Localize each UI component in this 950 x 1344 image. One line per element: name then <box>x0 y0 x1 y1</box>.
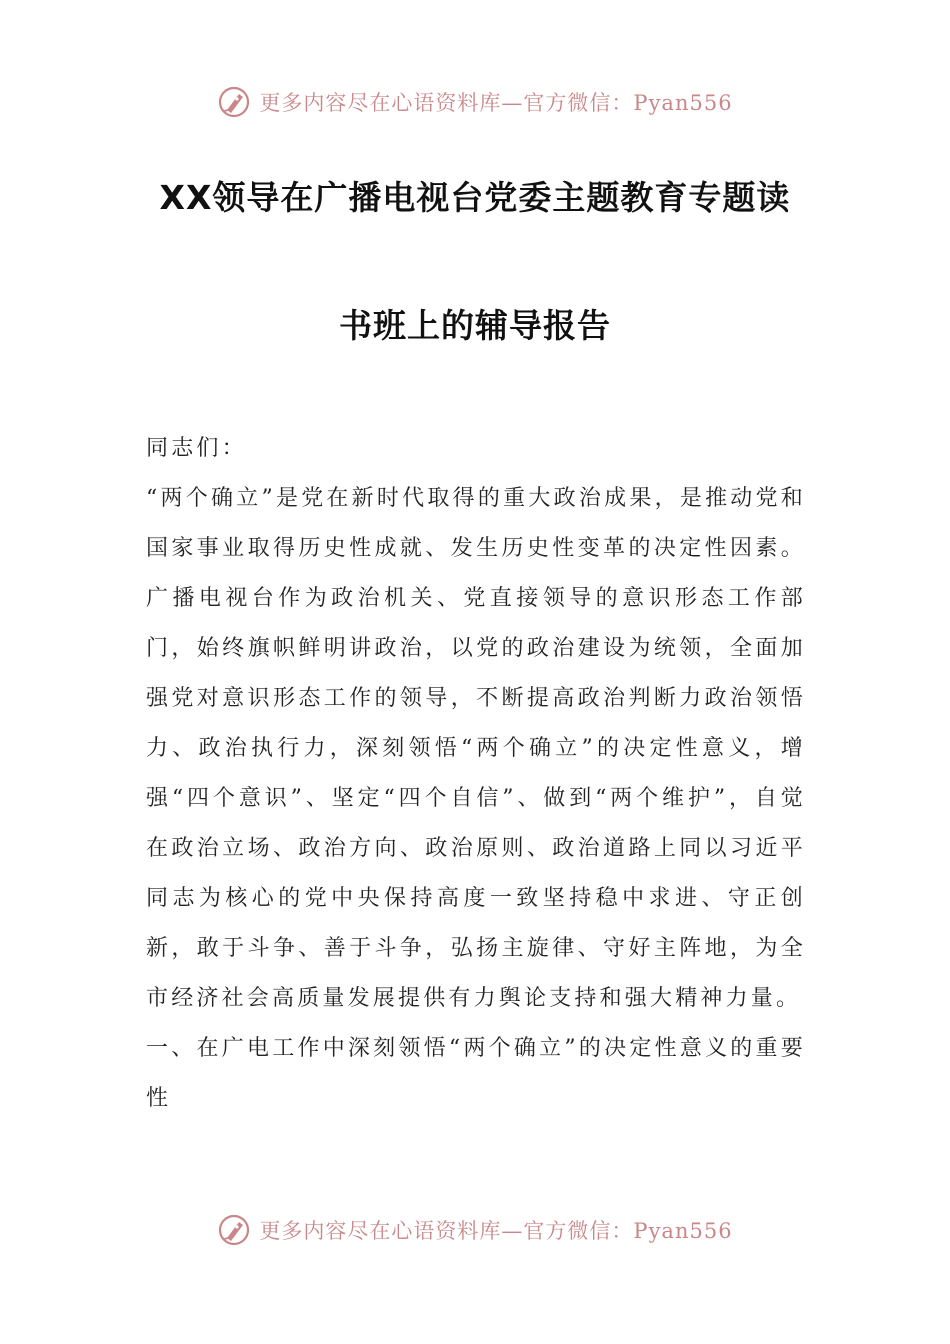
document-title-line-2: 书班上的辅导报告 <box>339 306 611 345</box>
watermark-banner-bottom <box>0 1208 950 1252</box>
watermark-text: 更多内容尽在心语资料库—官方微信：Pyan556 <box>259 1219 733 1243</box>
salutation: 同志们： <box>146 436 247 461</box>
document-body <box>146 424 806 1124</box>
watermark-text: 更多内容尽在心语资料库—官方微信：Pyan556 <box>259 91 733 115</box>
paragraph: “两个确立”是党在新时代取得的重大政治成果，是推动党和国家事业取得历史性成就、发生历史性变革的决定性因素。广播电视台作为政治机关、党直接领导的意识形态工作部门，始终旗帜鲜明讲政治，以党的政治建设为统领，全面加强党对意识形态工作的领导，不断提高政治判断力政治领悟力、政治执行力，深刻领悟“两个确立”的决定性意义，增强“四个意识”、坚定“四个自信”、做到“两个维护”，自觉在政治立场、政治方向、政治原则、政治道路上同以习近平同志为核心的党中央保持高度一致坚持稳中求进、守正创新，敢于斗争、善于斗争，弘扬主旋律、守好主阵地，为全市经济社会高质量发展提供有力舆论支持和强大精神力量。 <box>146 486 806 1011</box>
watermark-banner-top <box>0 80 950 124</box>
section-heading: 一、在广电工作中深刻领悟“两个确立”的决定性意义的重要性 <box>146 1036 806 1111</box>
pen-nib-circle-icon <box>217 1213 251 1247</box>
pen-nib-circle-icon <box>217 85 251 119</box>
document-title-line-1: XX领导在广播电视台党委主题教育专题读 <box>159 178 791 217</box>
